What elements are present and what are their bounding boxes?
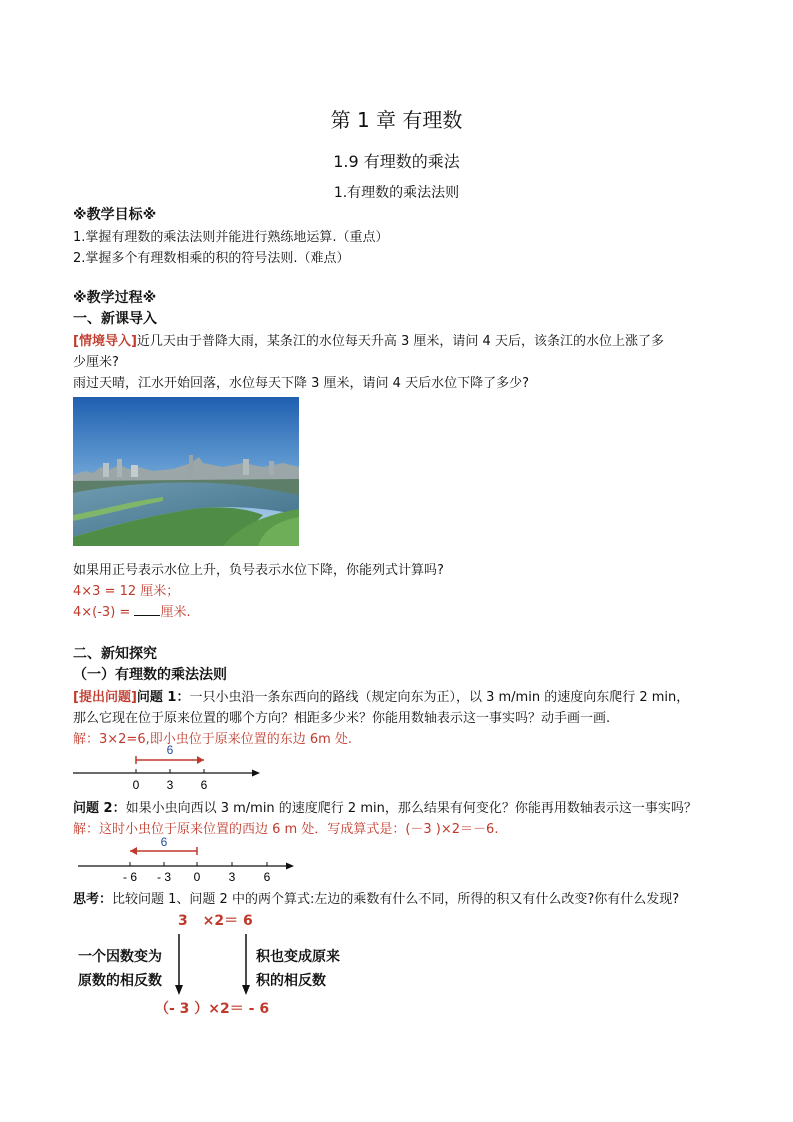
q1-tag: [提出问题] <box>73 690 137 705</box>
axis-arrow <box>286 863 294 870</box>
think-paragraph <box>73 888 679 907</box>
answer-1: 解：3×2=6,即小虫位于原来位置的东边 6m 处. <box>73 732 353 747</box>
question-1-line1 <box>73 686 689 705</box>
tick-label: 6 <box>200 778 208 792</box>
question-after-photo: 如果用正号表示水位上升，负号表示水位下降，你能列式计算吗? <box>73 563 444 578</box>
objectives-heading: ※教学目标※ <box>73 207 157 223</box>
number-line-1 <box>70 742 270 794</box>
tick-label: - 6 <box>122 870 138 884</box>
scene-paragraph-line3: 雨过天晴，江水开始回落，水位每天下降 3 厘米，请问 4 天后水位下降了多少? <box>73 376 529 391</box>
subsection-title: 1.有理数的乘法法则 <box>333 185 460 201</box>
diagram-arrows <box>170 932 260 996</box>
scene-text: 近几天由于普降大雨，某条江的水位每天升高 3 厘米，请问 4 天后，该条江的水位上涨了多 <box>136 334 664 349</box>
tick-label: 6 <box>263 870 271 884</box>
question-1-line2: 那么它现在位于原来位置的哪个方向？相距多少米？你能用数轴表示这一事实吗？动手画一画. <box>73 711 611 726</box>
process-heading: ※教学过程※ <box>73 290 157 306</box>
chapter-title: 第 1 章 有理数 <box>330 108 463 132</box>
intro-heading: 一、新课导入 <box>73 311 157 327</box>
calc2-prefix: 4×(-3) = <box>73 605 131 620</box>
calc-line-1: 4×3 = 12 厘米； <box>73 584 180 599</box>
scene-paragraph-line2: 少厘米? <box>73 355 119 370</box>
arc-label: 6 <box>166 743 174 757</box>
arc-label: 6 <box>160 835 168 849</box>
tick-label: 0 <box>132 778 140 792</box>
bottom-equation: （- 3 ）×2＝ - 6 <box>155 1001 270 1017</box>
top-equation <box>178 910 253 930</box>
calc2-suffix: 厘米. <box>160 605 191 620</box>
answer-2: 解：这时小虫位于原来位置的西边 6 m 处．写成算式是：(－3 )×2＝－6. <box>73 822 499 837</box>
top-eq-product: 6 <box>242 913 253 929</box>
think-label: 思考： <box>73 892 113 907</box>
axis-arrow <box>252 770 260 777</box>
scene-paragraph-line1 <box>73 330 664 349</box>
explore-heading: 二、新知探究 <box>73 646 157 662</box>
arrow-head <box>130 847 137 855</box>
number-line-2 <box>70 832 300 884</box>
question-2 <box>73 797 697 816</box>
answer-blank <box>134 603 160 616</box>
tick-label: - 3 <box>156 870 172 884</box>
think-text: 比较问题 1、问题 2 中的两个算式:左边的乘数有什么不同，所得的积又有什么改变?你有什么发现? <box>112 892 680 907</box>
left-note-line1: 一个因数变为 <box>78 949 162 965</box>
right-note-line2: 积的相反数 <box>256 973 326 989</box>
top-eq-factor: 3 <box>178 913 188 929</box>
tick-label: 0 <box>193 870 201 884</box>
q1-label: 问题 1： <box>136 690 190 705</box>
arrow-head <box>197 756 204 764</box>
river-photo <box>73 397 299 546</box>
q2-text: 如果小虫向西以 3 m/min 的速度爬行 2 min，那么结果有何变化？你能再用数轴表示这一事实吗？ <box>125 801 697 816</box>
explore-sub-heading: （一）有理数的乘法法则 <box>73 667 227 683</box>
right-note-line1: 积也变成原来 <box>256 949 340 965</box>
scene-tag: [情境导入] <box>73 334 137 349</box>
top-eq-mid: ×2＝ <box>202 913 239 929</box>
q1-text: 一只小虫沿一条东西向的路线（规定向东为正），以 3 m/min 的速度向东爬行 2 min， <box>189 690 690 705</box>
left-note-line2: 原数的相反数 <box>78 973 162 989</box>
calc-line-2 <box>73 601 191 620</box>
objective-item: 2.掌握多个有理数相乘的积的符号法则.（难点） <box>73 251 350 266</box>
tick-label: 3 <box>228 870 236 884</box>
q2-label: 问题 2： <box>73 801 126 816</box>
tick-label: 3 <box>166 778 174 792</box>
objective-item: 1.掌握有理数的乘法法则并能进行熟练地运算.（重点） <box>73 230 389 245</box>
section-title: 1.9 有理数的乘法 <box>333 152 460 171</box>
